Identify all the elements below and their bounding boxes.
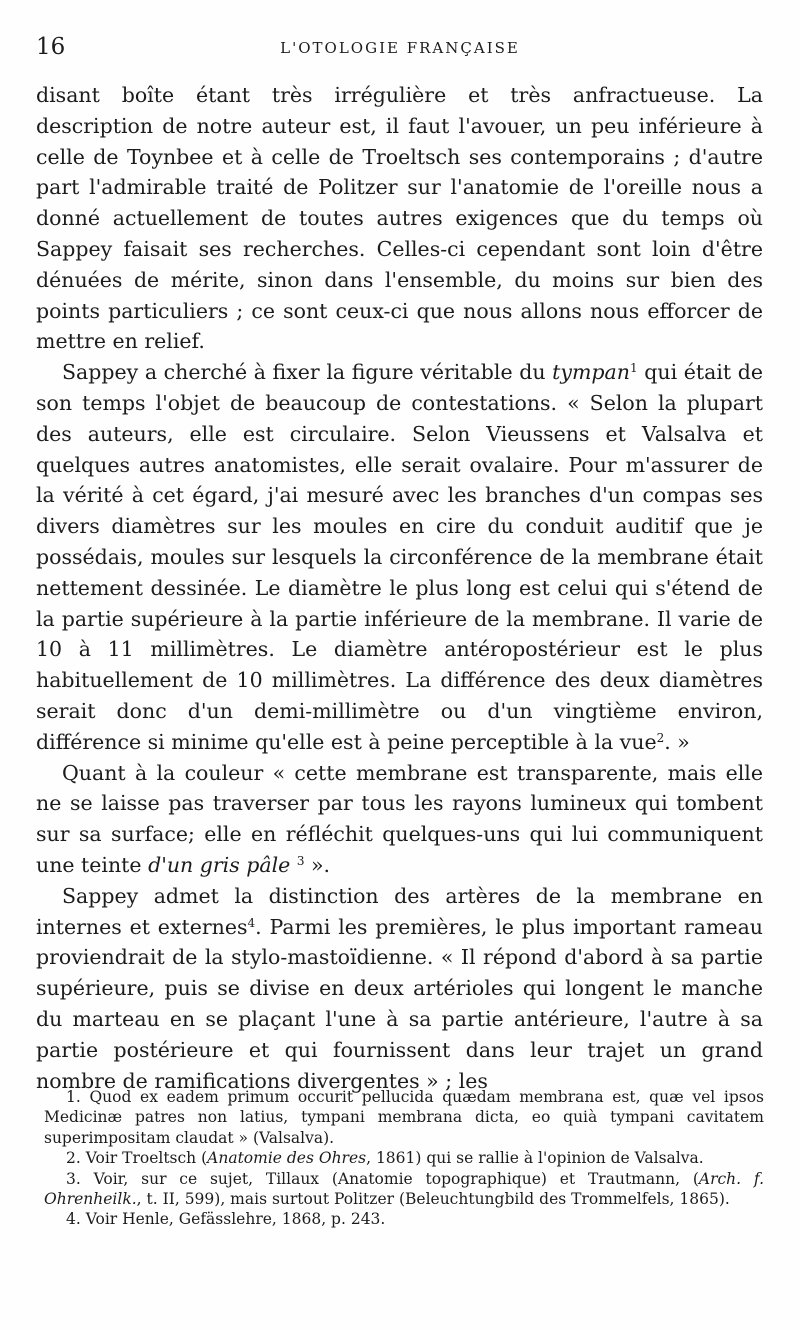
paragraph-4: [36, 881, 763, 1097]
paragraph-3-text-a: Quant à la couleur « cette membrane est transparente, mais elle ne se laisse pas traverser par tous les rayons lumineux qui tombent sur sa surface; elle en réfléchit quelques-uns qui lui communiquent une teinte: [36, 760, 763, 877]
footnote-4: 4. Voir Henle, Gefässlehre, 1868, p. 243.: [66, 1210, 386, 1229]
paragraph-2: [36, 357, 763, 757]
footnote-3-text-b: , t. II, 599), mais surtout Politzer (Beleuchtungbild des Trommelfels, 1865).: [136, 1190, 730, 1209]
paragraph-2-text-c: . »: [664, 729, 690, 754]
page-number: 16: [36, 34, 66, 60]
footnote-3-italic: Arch. f. Ohrenheilk.: [44, 1169, 765, 1209]
footnote-1: 1. Quod ex eadem primum occurit pellucida quædam membrana est, quæ vel ipsos Medicinæ patres non latius, tympani membrana dicta, eo quià tympani cavitatem superimpositam claudat » (Valsalva).: [44, 1088, 764, 1147]
running-title: L'OTOLOGIE FRANÇAISE: [280, 39, 520, 57]
paragraph-2-text-a: Sappey a cherché à fixer la figure véritable du: [62, 360, 553, 385]
footnote-ref-2: 2: [656, 730, 665, 745]
footnote-ref-3: 3: [296, 853, 305, 868]
body-text: [36, 80, 763, 1096]
paragraph-4-text-a: Sappey admet la distinction des artères de la membrane en internes et externes: [36, 883, 763, 939]
paragraph-3-text-b: ».: [304, 852, 331, 877]
paragraph-3: [36, 758, 763, 881]
footnote-2: [44, 1148, 764, 1168]
footnote-3-text-a: 3. Voir, sur ce sujet, Tillaux (Anatomie topographique) et Trautmann, (: [66, 1169, 699, 1188]
italic-gris-pale: d'un gris pâle: [148, 852, 291, 877]
paragraph-1: disant boîte étant très irrégulière et très anfractueuse. La description de notre auteur est, il faut l'avouer, un peu inférieure à celle de Toynbee et à celle de Troeltsch ses contemporains ; d'autre part l'admirable traité de Politzer sur l'anatomie de l'oreille nous a donné actuellement de toutes autres exigences que du temps où Sappey faisait ses recherches. Celles-ci cependant sont loin d'être dénuées de mérite, sinon dans l'ensemble, du moins sur bien des points particuliers ; ce sont ceux-ci que nous allons nous efforcer de mettre en relief.: [36, 83, 763, 354]
paragraph-2-text-b: qui était de son temps l'objet de beaucoup de contestations. « Selon la plupart des auteurs, elle est circulaire. Selon Vieussens et Valsalva et quelques autres anatomistes, elle serait ovalaire. Pour m'assurer de la vérité à cet égard, j'ai mesuré avec les branches d'un compas ses divers diamètres sur les moules en cire du conduit auditif que je possédais, moules sur lesquels la circonférence de la membrane était nettement dessinée. Le diamètre le plus long est celui qui s'étend de la partie supérieure à la partie inférieure de la membrane. Il varie de 10 à 11 millimètres. Le diamètre antéropostérieur est le plus habituellement de 10 millimètres. La différence des deux diamètres serait donc d'un demi-millimètre ou d'un vingtième environ, différence si minime qu'elle est à peine perceptible à la vue: [36, 360, 763, 754]
footnote-3: [44, 1169, 764, 1210]
footnote-2-text-b: , 1861) qui se rallie à l'opinion de Valsalva.: [366, 1149, 704, 1168]
footnote-ref-1: 1: [629, 361, 638, 376]
paragraph-4-text-b: . Parmi les premières, le plus important rameau proviendrait de la stylo-mastoïdienne. « Il répond d'abord à sa partie supérieure, puis se divise en deux artérioles qui longent le manche du marteau en se plaçant l'une à sa partie antérieure, l'autre à sa partie postérieure et qui fournissent dans leur trajet un grand nombre de ramifications divergentes » ; les: [36, 914, 763, 1093]
footnotes: [44, 1087, 764, 1230]
footnote-2-italic: Anatomie des Ohres: [207, 1149, 367, 1168]
footnote-ref-4: 4: [247, 915, 256, 930]
italic-tympan: tympan: [552, 360, 630, 385]
page-header: [36, 34, 764, 64]
footnote-2-text-a: 2. Voir Troeltsch (: [66, 1149, 208, 1168]
